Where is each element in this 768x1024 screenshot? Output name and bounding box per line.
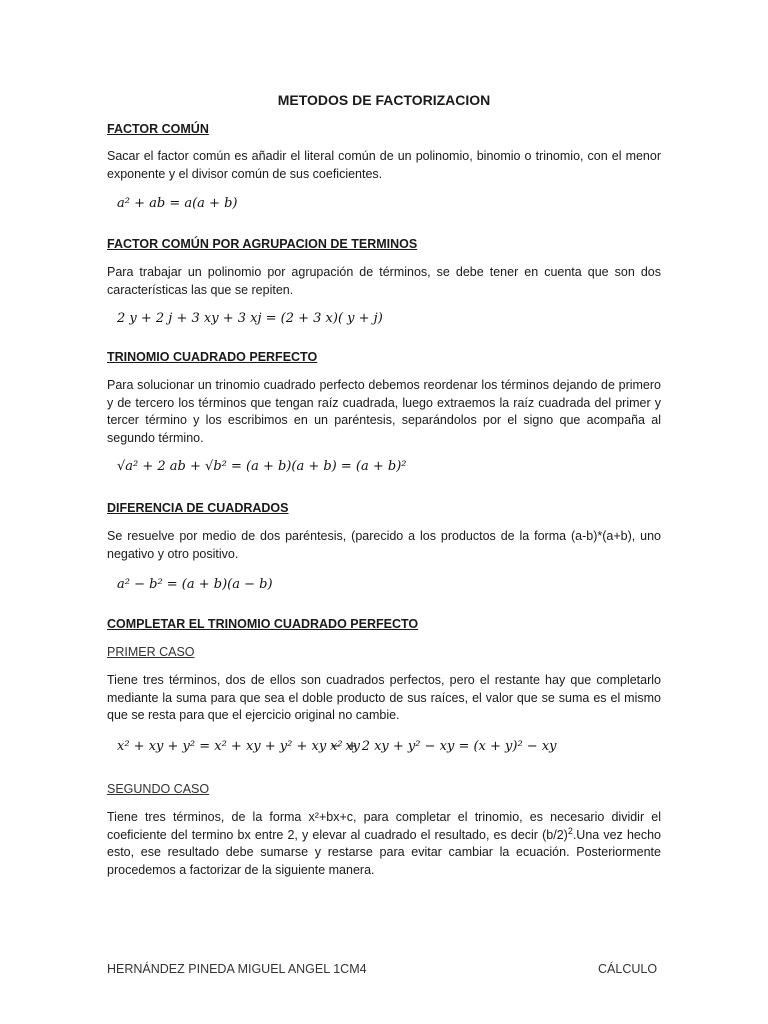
- segundo-caso-text-part-2: .Una vez hecho esto, ese resultado debe sumarse y restarse para evitar cambiar la ecuación. Posteriormente procedemos a factorizar de la siguiente manera.: [107, 827, 661, 877]
- section-text-factor-comun: Sacar el factor común es añadir el literal común de un polinomio, binomio o trinomio, con el menor exponente y el divisor común de sus coeficientes.: [107, 149, 661, 181]
- section-heading-diferencia: DIFERENCIA DE CUADRADOS: [107, 501, 289, 515]
- formula-diferencia: a² − b² = (a + b)(a − b): [117, 577, 273, 592]
- footer-subject: CÁLCULO: [598, 962, 658, 976]
- formula-factor-comun: a² + ab = a(a + b): [117, 196, 238, 211]
- footer-author: HERNÁNDEZ PINEDA MIGUEL ANGEL 1CM4: [107, 962, 367, 976]
- section-text-diferencia: Se resuelve por medio de dos paréntesis, (parecido a los productos de la forma (a-b)*(a+b), uno negativo y otro positivo.: [107, 529, 661, 561]
- section-text-primer-caso: Tiene tres términos, dos de ellos son cuadrados perfectos, pero el restante hay que completarlo mediante la suma para que sea el doble producto de sus raíces, el valor que se suma es el mismo que se resta para que el ejercicio original no cambie.: [107, 673, 661, 723]
- section-heading-agrupacion: FACTOR COMÚN POR AGRUPACION DE TERMINOS: [107, 237, 418, 251]
- section-heading-factor-comun: FACTOR COMÚN: [107, 122, 209, 136]
- section-heading-completar: COMPLETAR EL TRINOMIO CUADRADO PERFECTO: [107, 617, 419, 631]
- formula-agrupacion: 2 y + 2 j + 3 xy + 3 xj = (2 + 3 x)( y + j): [117, 311, 383, 326]
- subheading-primer-caso: PRIMER CASO: [107, 645, 195, 659]
- document-title: METODOS DE FACTORIZACION: [277, 92, 491, 108]
- formula-primer-caso-b: x² + 2 xy + y² − xy = (x + y)² − xy: [330, 739, 557, 754]
- segundo-caso-superscript: 2: [567, 825, 573, 836]
- section-text-segundo-caso: [107, 809, 661, 879]
- formula-primer-caso-a: x² + xy + y² = x² + xy + y² + xy − xy: [117, 739, 361, 754]
- formula-trinomio: √a² + 2 ab + √b² = (a + b)(a + b) = (a + b)²: [117, 459, 407, 474]
- section-text-agrupacion: Para trabajar un polinomio por agrupación de términos, se debe tener en cuenta que son dos características las que se repiten.: [107, 265, 661, 297]
- section-heading-trinomio: TRINOMIO CUADRADO PERFECTO: [107, 350, 318, 364]
- subheading-segundo-caso: SEGUNDO CASO: [107, 782, 210, 796]
- section-text-trinomio: Para solucionar un trinomio cuadrado perfecto debemos reordenar los términos dejando de primero y de tercero los términos que tengan raíz cuadrada, luego extraemos la raíz cuadrada del primer y tercer término y los escribimos en un paréntesis, separándolos por el signo que acompaña al segundo término.: [107, 378, 661, 445]
- segundo-caso-text-part-1: Tiene tres términos, de la forma x²+bx+c, para completar el trinomio, es necesario dividir el coeficiente del termino bx entre 2, y elevar al cuadrado el resultado, es decir (b/2): [107, 810, 661, 842]
